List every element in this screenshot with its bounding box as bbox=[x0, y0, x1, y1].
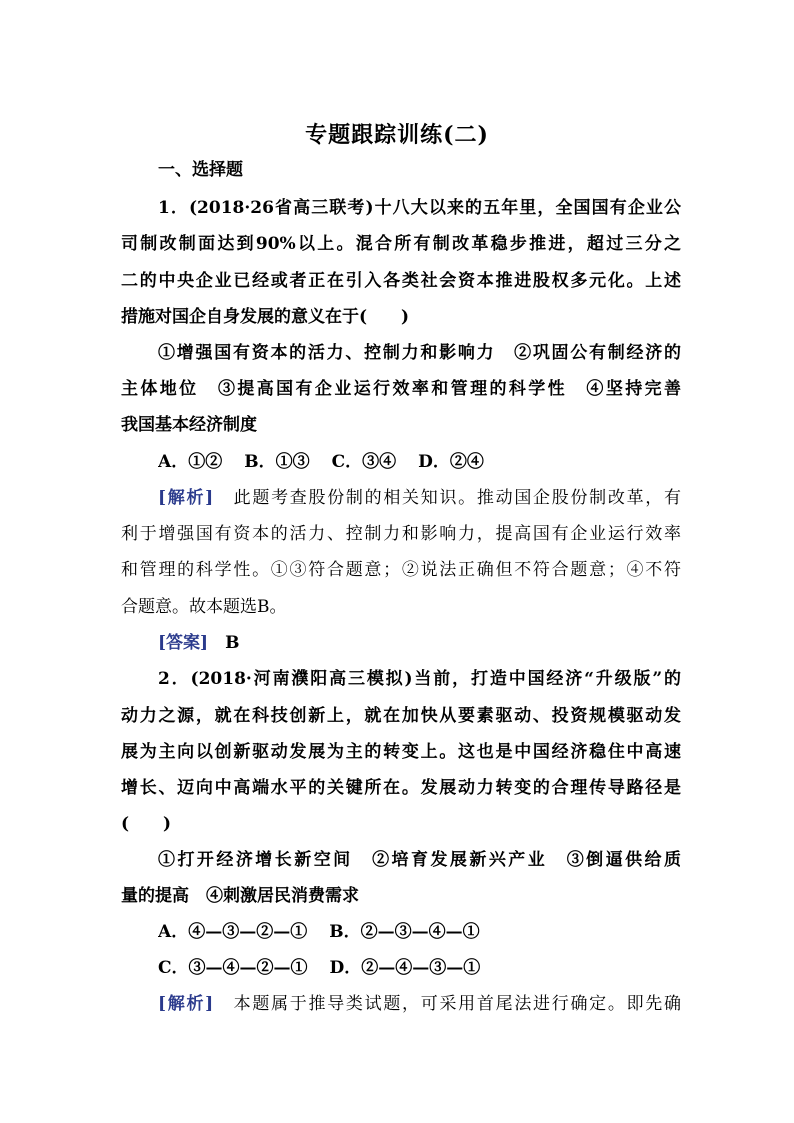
q1-options bbox=[158, 451, 681, 473]
q1-answer-value: B bbox=[225, 633, 240, 653]
q1-stem-line-2: 司制改制面达到90%以上。混合所有制改革稳步推进，超过三分之 bbox=[121, 234, 681, 254]
q1-analysis-line-2: 利于增强国有资本的活力、控制力和影响力，提高国有企业运行效率 bbox=[121, 524, 681, 544]
q2-option-b: B．②—③—④—① bbox=[329, 922, 480, 942]
page-title: 专题跟踪训练(二) bbox=[305, 122, 489, 148]
q1-analysis-line-4: 合题意。故本题选B。 bbox=[121, 597, 287, 617]
q1-item-line-2: 主体地位 ③提高国有企业运行效率和管理的科学性 ④坚持完善 bbox=[121, 379, 681, 399]
q1-answer-tag: [答案] bbox=[158, 633, 209, 653]
q2-option-a: A．④—③—②—① bbox=[158, 922, 308, 942]
q2-stem-line-5: ( ) bbox=[121, 814, 172, 834]
q1-stem-line-4: 措施对国企自身发展的意义在于( ) bbox=[121, 307, 410, 327]
section-heading: 一、选择题 bbox=[158, 160, 243, 180]
q1-answer-line bbox=[158, 632, 681, 654]
q2-options-row-2 bbox=[158, 957, 681, 979]
q1-analysis-line-1 bbox=[158, 487, 681, 509]
q2-stem-line-4: 增长、迈向中高端水平的关键所在。发展动力转变的合理传导路径是 bbox=[121, 778, 681, 798]
q2-stem-line-2: 动力之源，就在科技创新上，就在加快从要素驱动、投资规模驱动发 bbox=[121, 706, 681, 726]
q2-stem-line-1: 2．(2018·河南濮阳高三模拟)当前，打造中国经济“升级版”的 bbox=[158, 669, 681, 689]
q2-item-line-2: 量的提高 ④刺激居民消费需求 bbox=[121, 886, 359, 906]
q1-option-c: C．③④ bbox=[331, 452, 397, 472]
q2-stem-line-3: 展为主向以创新驱动发展为主的转变上。这也是中国经济稳住中高速 bbox=[121, 742, 681, 762]
q1-item-line-3: 我国基本经济制度 bbox=[121, 415, 257, 435]
q2-analysis-line-1 bbox=[158, 993, 681, 1015]
q1-stem-line-3: 二的中央企业已经或者正在引入各类社会资本推进股权多元化。上述 bbox=[121, 271, 681, 291]
q1-analysis-text-1: 此题考查股份制的相关知识。推动国企股份制改革，有 bbox=[233, 488, 681, 508]
q1-analysis-line-3: 和管理的科学性。①③符合题意；②说法正确但不符合题意；④不符 bbox=[121, 560, 681, 580]
q2-option-c: C．③—④—②—① bbox=[158, 958, 308, 978]
q2-item-line-1: ①打开经济增长新空间 ②培育发展新兴产业 ③倒逼供给质 bbox=[158, 850, 681, 870]
q2-analysis-text-1: 本题属于推导类试题，可采用首尾法进行确定。即先确 bbox=[233, 994, 681, 1014]
q1-option-b: B．①③ bbox=[244, 452, 310, 472]
q1-option-d: D．②④ bbox=[418, 452, 484, 472]
q1-item-line-1: ①增强国有资本的活力、控制力和影响力 ②巩固公有制经济的 bbox=[158, 343, 681, 363]
q1-analysis-tag: [解析] bbox=[158, 488, 214, 508]
q2-option-d: D．②—④—③—① bbox=[329, 958, 481, 978]
q1-option-a: A．①② bbox=[158, 452, 223, 472]
q2-analysis-tag: [解析] bbox=[158, 994, 214, 1014]
q2-options-row-1 bbox=[158, 921, 681, 943]
q1-stem-line-1: 1．(2018·26省高三联考)十八大以来的五年里，全国国有企业公 bbox=[158, 198, 681, 218]
